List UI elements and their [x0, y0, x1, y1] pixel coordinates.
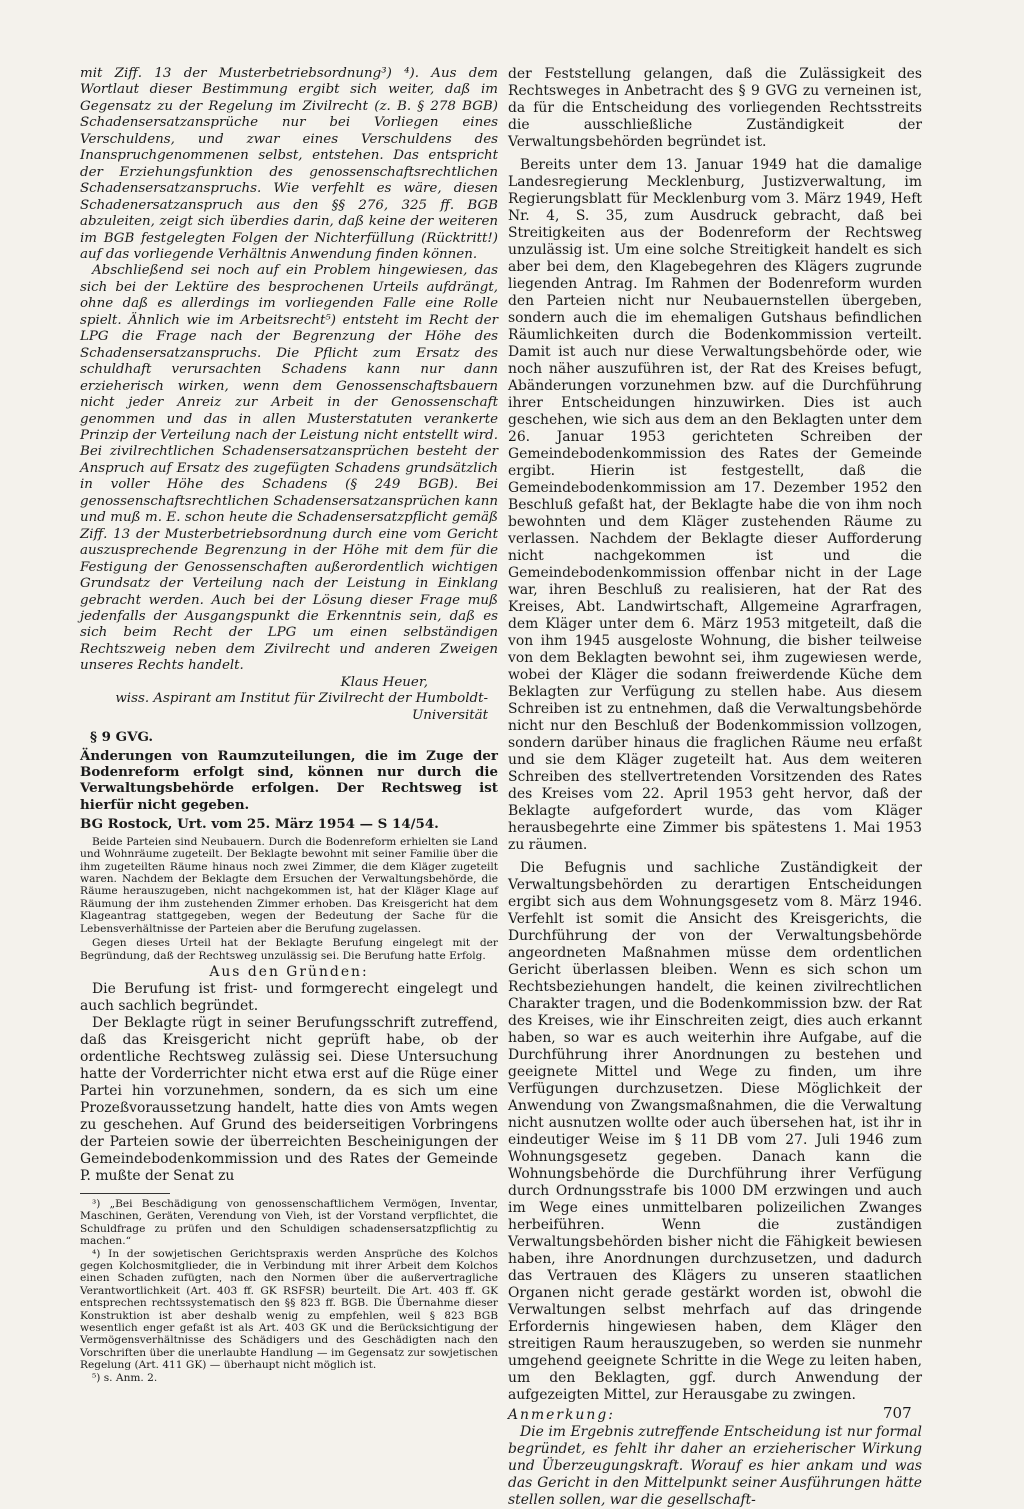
left-column [80, 66, 498, 1384]
footnote-4: ⁴) In der sowjetischen Gerichtspraxis werden Ansprüche des Kolchos gegen Kolchosmitglieder, die in Verbindung mit ihrer Arbeit dem Kolchos einen Schaden zufügten, nach den Normen über die außervertragliche Verantwortlichkeit (Art. 403 ff. GK RSFSR) beurteilt. Die Art. 403 ff. GK entsprechen rechtssystematisch den §§ 823 ff. BGB. Die Übernahme dieser Konstruktion ist aber deshalb wenig zu empfehlen, weil § 823 BGB wesentlich enger gefaßt ist als Art. 403 GK und die Berücksichtigung der Vermögensverhältnisse des Schädigers und des Geschädigten nach den Vorschriften über die unerlaubte Handlung — im Gegensatz zur sowjetischen Regelung (Art. 411 GK) — überhaupt nicht möglich ist. [80, 1247, 498, 1372]
author-affiliation: wiss. Aspirant am Institut für Zivilrecht der Humboldt-Universität [115, 691, 488, 723]
annotation-heading: Anmerkung: [508, 1407, 615, 1423]
footnote-3: ³) „Bei Beschädigung von genossenschaftlichem Vermögen, Inventar, Maschinen, Geräten, Verendung von Vieh, ist der Vorstand verpflichtet, die Schuldfrage zu prüfen und den Schuldigen schadensersatzpflichtig zu machen.“ [80, 1197, 498, 1248]
headnote: Änderungen von Raumzuteilungen, die im Zuge der Bodenreform erfolgt sind, können nur durch die Verwaltungsbehörde erfolgen. Der Rechtsweg ist hierfür nicht gegeben. [80, 747, 498, 813]
section-heading [80, 729, 498, 745]
paragraph-competence: Die Befugnis und sachliche Zuständigkeit der Verwaltungsbehörden zu derartigen Entscheidungen ergibt sich aus dem Wohnungsgesetz vom 8. März 1946. Verfehlt ist somit die Ansicht des Kreisgerichts, die Durchführung der von der Verwaltungsbehörde angeordneten Maßnahmen müsse dem ordentlichen Gericht überlassen bleiben. Wenn es sich schon um Rechtsbeziehungen handelt, die keinen zivilrechtlichen Charakter tragen, und die Bodenkommission bzw. der Rat des Kreises, wie ihr Einschreiten zeigt, dies auch erkannt haben, so war es auch weiterhin ihre Aufgabe, auf die Durchführung ihrer Anordnungen zu bestehen und geeignete Mittel und Wege zu finden, um ihre Verfügungen durchzusetzen. Diese Möglichkeit der Anwendung von Zwangsmaßnahmen, die die Verwaltung nicht ausnutzen wollte oder auch übersehen hat, ist ihr in eindeutiger Weise im § 11 DB vom 27. Juli 1946 zum Wohnungsgesetz gegeben. Danach kann die Wohnungsbehörde die Durchführung ihrer Verfügung durch Ordnungsstrafe bis 1000 DM erzwingen und auch im Wege eines unmittelbaren polizeilichen Zwanges herbeiführen. Wenn die zuständigen Verwaltungsbehörden bisher nicht die Fähigkeit bewiesen haben, ihre Anordnungen durchzusetzen, und dadurch das Vertrauen des Klägers zu unseren staatlichen Organen nicht gerade gestärkt worden ist, obwohl die Verwaltungen selbst mehrfach auf das dringende Erfordernis hingewiesen haben, dem Kläger den streitigen Raum herauszugeben, so werden sie nunmehr umgehend geeignete Schritte in die Wege zu leiten haben, um den Beklagten, ggf. durch Anwendung der aufgezeigten Mittel, zur Herausgabe zu zwingen. [508, 860, 922, 1403]
court-citation: BG Rostock, Urt. vom 25. März 1954 — S 14/54. [80, 816, 439, 833]
page-number: 707 [883, 1404, 912, 1422]
annotation-text: Die im Ergebnis zutreffende Entscheidung ist nur formal begründet, es fehlt ihr daher an erzieherischer Wirkung und Überzeugungskraft. Worauf es hier ankam und was das Gericht in den Mittelpunkt seiner Ausführungen hätte stellen sollen, war die gesellschaft- [508, 1424, 922, 1508]
right-column [508, 66, 922, 1509]
footnote-separator [80, 1193, 170, 1194]
case-appeal: Gegen dieses Urteil hat der Beklagte Berufung eingelegt mit der Begründung, daß der Rechtsweg unzulässig sei. Die Berufung hatte Erfolg. [80, 937, 498, 962]
reasons-heading: Aus den Gründen: [209, 963, 369, 980]
section-law: § 9 GVG. [90, 729, 154, 746]
footnote-5: ⁵) s. Anm. 2. [92, 1371, 158, 1384]
paragraph-appeal-admissible: Die Berufung ist frist- und formgerecht eingelegt und auch sachlich begründet. [80, 980, 498, 1014]
case-summary: Beide Parteien sind Neubauern. Durch die Bodenreform erhielten sie Land und Wohnräume zugeteilt. Der Beklagte bewohnt mit seiner Familie über die ihm zugeteilten Räume hinaus noch zwei Zimmer, die dem Kläger zugeteilt waren. Nachdem der Beklagte dem Ersuchen der Verwaltungsbehörde, die Räume herauszugeben, nicht nachgekommen ist, hat der Kläger Klage auf Räumung der ihm zustehenden Zimmer erhoben. Das Kreisgericht hat dem Klageantrag stattgegeben, wegen der Bedeutung der Sache für die Lebensverhältnisse der Parteien aber die Berufung zugelassen. [80, 835, 498, 935]
paragraph-liability: mit Ziff. 13 der Musterbetriebsordnung³) ⁴). Aus dem Wortlaut dieser Bestimmung ergibt sich weiter, daß im Gegensatz zu der Regelung im Zivilrecht (z. B. § 278 BGB) Schadensersatzansprüche nur bei Vorliegen eines Verschuldens, und zwar eines Verschuldens des Inanspruchgenommenen selbst, entstehen. Das entspricht der Erziehungsfunktion des genossenschaftsrechtlichen Schadensersatzanspruchs. Wie verfehlt es wäre, diesen Schadenersatzanspruch aus den §§ 276, 325 ff. BGB abzuleiten, zeigt sich überdies darin, daß keine der weiteren im BGB festgelegten Folgen der Nichterfüllung (Rücktritt!) auf das vorliegende Verhältnis Anwendung finden können. [80, 66, 498, 262]
paragraph-appeal-grounds: Der Beklagte rügt in seiner Berufungsschrift zutreffend, daß das Kreisgericht nicht geprüft habe, ob der ordentliche Rechtsweg zulässig sei. Diese Untersuchung hatte der Vorderrichter nicht etwa erst auf die Rüge einer Partei hin vorzunehmen, sondern, da es sich um eine Prozeßvoraussetzung handelt, hatte dies von Amts wegen zu geschehen. Auf Grund des beiderseitigen Vorbringens der Parteien sowie der überreichten Bescheinigungen der Gemeindebodenkommission und des Rates der Gemeinde P. mußte der Senat zu [80, 1014, 498, 1184]
paragraph-land-reform: Bereits unter dem 13. Januar 1949 hat die damalige Landesregierung Mecklenburg, Justizverwaltung, im Regierungsblatt für Mecklenburg vom 3. März 1949, Heft Nr. 4, S. 35, zum Ausdruck gebracht, daß bei Streitigkeiten aus der Bodenreform der Rechtsweg unzulässig ist. Um eine solche Streitigkeit handelt es sich aber bei dem, den Klagebegehren des Klägers zugrunde liegenden Antrag. Im Rahmen der Bodenreform wurden den Parteien nicht nur Neubauernstellen übergeben, sondern auch die im ehemaligen Gutshaus befindlichen Räumlichkeiten durch die Bodenkommission verteilt. Damit ist auch nur diese Verwaltungsbehörde oder, wie noch näher auszuführen ist, der Rat des Kreises befugt, Abänderungen vorzunehmen bzw. auf die Durchführung ihrer Entscheidungen hinzuwirken. Dies ist auch geschehen, wie sich aus dem an den Beklagten unter dem 26. Januar 1953 gerichteten Schreiben der Gemeindebodenkommission des Rates der Gemeinde ergibt. Hierin ist festgestellt, daß die Gemeindebodenkommission am 17. Dezember 1952 den Beschluß gefaßt hat, der Beklagte habe die von ihm noch bewohnten und dem Kläger zustehenden Räume zu verlassen. Nachdem der Beklagte dieser Aufforderung nicht nachgekommen ist und die Gemeindebodenkommission offenbar nicht in der Lage war, ihren Beschluß zu realisieren, hat der Rat des Kreises, Abt. Landwirtschaft, Allgemeine Agrarfragen, dem Kläger unter dem 6. März 1953 mitgeteilt, daß die von ihm 1945 ausgeloste Wohnung, die bisher teilweise von dem Beklagten bewohnt sei, ihm zugewiesen werde, wobei der Kläger die sodann freiwerdende Küche dem Beklagten zur Verfügung zu stellen habe. Aus diesem Schreiben ist zu entnehmen, daß die Verwaltungsbehörde nicht nur den Beschluß der Bodenkommission vollzogen, sondern darüber hinaus die fraglichen Räume neu erfaßt und sie dem Kläger zugeteilt hat. Aus dem weiteren Schreiben des stellvertretenden Vorsitzenden des Rates des Kreises vom 22. April 1953 geht hervor, daß der Beklagte aufgefordert wurde, das vom Kläger herausbegehrte eine Zimmer bis spätestens 1. Mai 1953 zu räumen. [508, 157, 922, 853]
author-name: Klaus Heuer, [340, 674, 428, 690]
paragraph-limitation: Abschließend sei noch auf ein Problem hingewiesen, das sich bei der Lektüre des besprochenen Urteils aufdrängt, ohne daß es allerdings im vorliegenden Falle eine Rolle spielt. Ähnlich wie im Arbeitsrecht⁵) entsteht im Recht der LPG die Frage nach der Begrenzung der Höhe des Schadensersatzanspruchs. Die Pflicht zum Ersatz des schuldhaft verursachten Schadens kann nur dann erzieherisch wirken, wenn dem Genossenschaftsbauern nicht jeder Anreiz zur Arbeit in der Genossenschaft genommen und das in allen Musterstatuten verankerte Prinzip der Verteilung nach der Leistung nicht entstellt wird. Bei zivilrechtlichen Schadensersatzansprüchen besteht der Anspruch auf Ersatz des zugefügten Schadens grundsätzlich in voller Höhe des Schadens (§ 249 BGB). Bei genossenschaftsrechtlichen Schadensersatzansprüchen kann und muß m. E. schon heute die Schadensersatzpflicht gemäß Ziff. 13 der Musterbetriebsordnung durch eine vom Gericht auszusprechende Begrenzung in der Höhe mit dem für die Festigung der Genossenschaften außerordentlich wichtigen Grundsatz der Verteilung nach der Leistung in Einklang gebracht werden. Auch bei der Lösung dieser Frage muß jedenfalls der Ausgangspunkt die Erkenntnis sein, daß es sich beim Recht der LPG um einen selbständigen Rechtszweig neben dem Zivilrecht und anderen Zweigen unseres Rechts handelt. [80, 263, 498, 674]
paragraph-conclusion: der Feststellung gelangen, daß die Zulässigkeit des Rechtsweges in Anbetracht des § 9 GVG zu verneinen ist, da für die Entscheidung des vorliegenden Rechtsstreits die ausschließliche Zuständigkeit der Verwaltungsbehörden begründet ist. [508, 66, 922, 150]
